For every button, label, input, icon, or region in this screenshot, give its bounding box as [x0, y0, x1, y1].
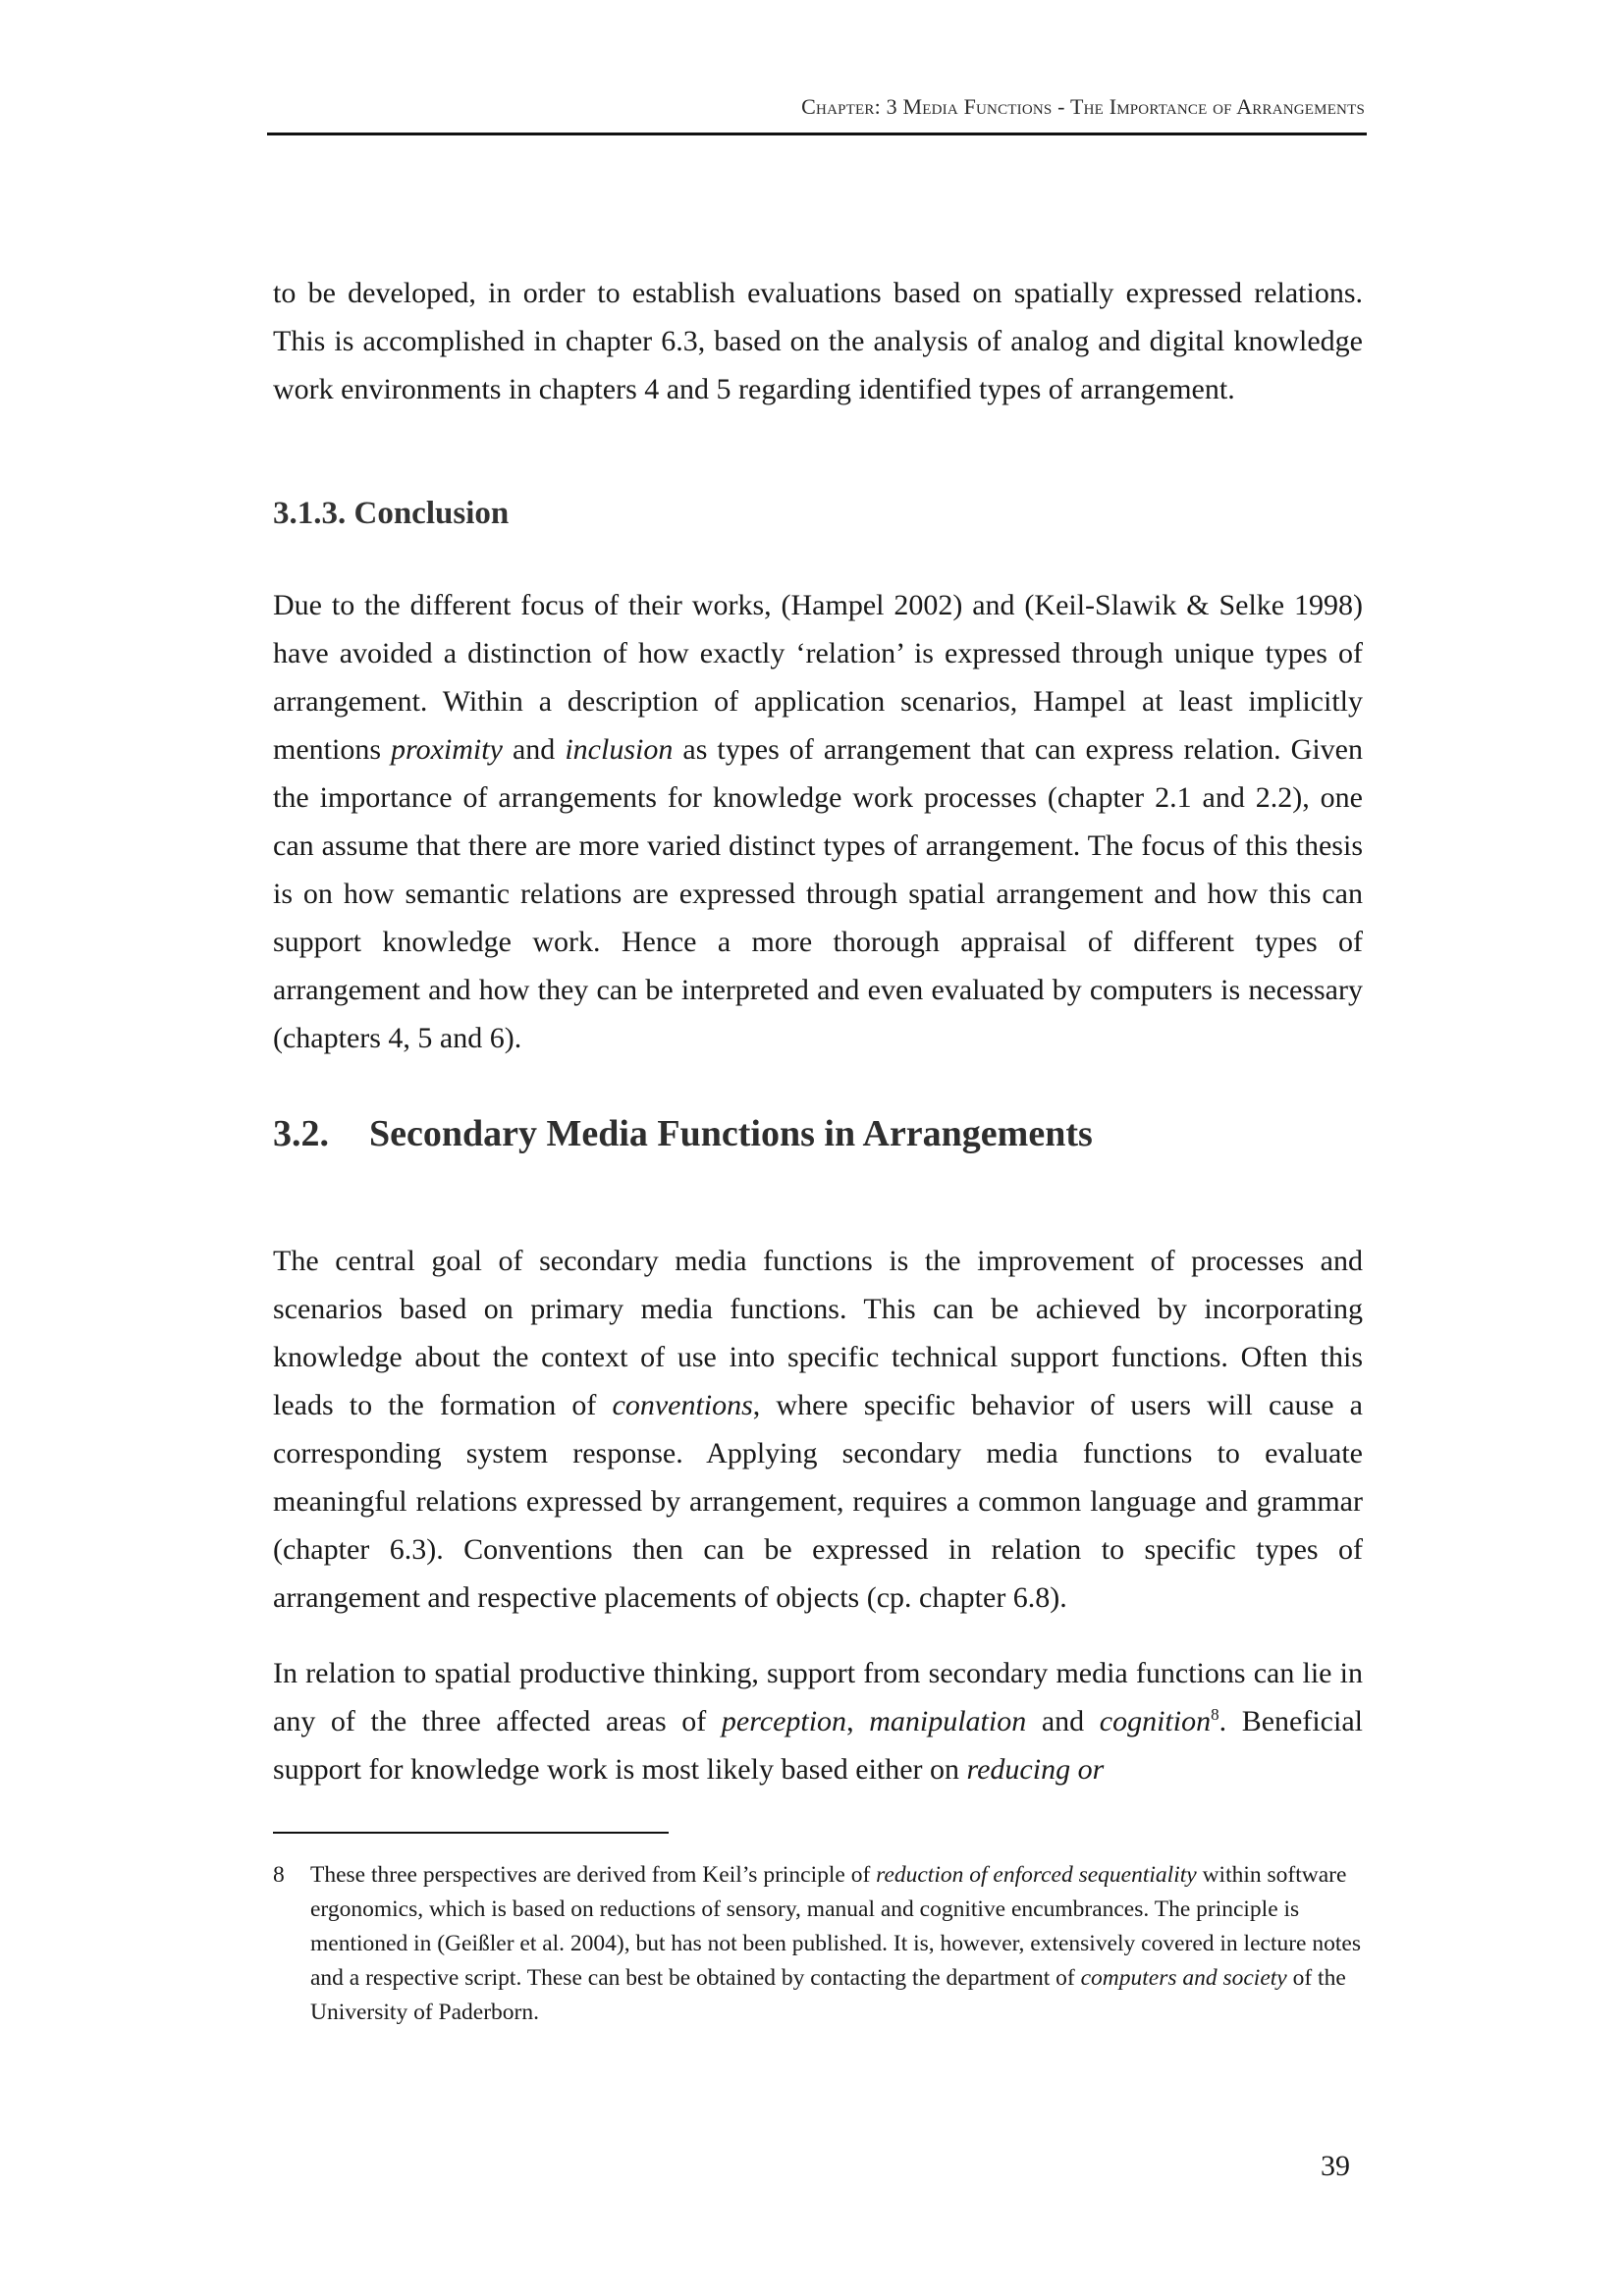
section-heading-3-2	[273, 1112, 1093, 1155]
emphasis-conventions: conventions	[612, 1389, 753, 1421]
emphasis-reduction-of-enforced-sequentiality: reduction of enforced sequentiality	[876, 1862, 1197, 1888]
header-rule	[267, 133, 1367, 135]
paragraph-continued: to be developed, in order to establish evaluations based on spatially expressed relations. This is accomplished in chapter 6.3, based on the analysis of analog and digital knowledge work environments in chapters 4 and 5 regarding identified types of arrangement.	[273, 277, 1363, 405]
text-span: and	[502, 733, 566, 766]
emphasis-cognition: cognition	[1099, 1705, 1212, 1737]
emphasis-proximity: proximity	[391, 733, 503, 766]
emphasis-inclusion: inclusion	[565, 733, 674, 766]
text-span: Due to the different focus of their works, (Hampel 2002) and (Keil-Slawik & Selke 1998) have avoided a distinction of how exactly ‘relation’ is expressed through unique types of arrangement. Within a description of application scenarios, Hampel at least implicitly mentions	[273, 589, 1363, 766]
footnote-reference[interactable]: 8	[1211, 1705, 1219, 1724]
text-span: , where specific behavior of users will cause a corresponding system response. Applying secondary media functions to evaluate meaningful relations expressed by arrangement, requires a common language and grammar (chapter 6.3). Conventions then can be expressed in relation to specific types of arrangement and respective placements of objects (cp. chapter 6.8).	[273, 1389, 1363, 1614]
section-title: Secondary Media Functions in Arrangements	[369, 1113, 1093, 1154]
text-span: and	[1026, 1705, 1100, 1737]
text-span: ,	[846, 1705, 870, 1737]
footnote-text	[310, 1858, 1363, 2030]
text-span: The central goal of secondary media functions is the improvement of processes and scenarios based on primary media functions. This can be achieved by incorporating knowledge about the context of use into specific technical support functions. Often this leads to the formation of	[273, 1245, 1363, 1421]
section-number: 3.2.	[273, 1113, 329, 1154]
section-heading-3-1-3: 3.1.3. Conclusion	[273, 496, 510, 531]
paragraph-secondary-media-1	[273, 1237, 1363, 1622]
running-header: Chapter: 3 Media Functions - The Importance of Arrangements	[801, 94, 1365, 119]
text-span: as types of arrangement that can express relation. Given the importance of arrangements for knowledge work processes (chapter 2.1 and 2.2), one can assume that there are more varied distinct types of arrangement. The focus of this thesis is on how semantic relations are expressed through spatial arrangement and how this can support knowledge work. Hence a more thorough appraisal of different types of arrangement and how they can be interpreted and even evaluated by computers is necessary (chapters 4, 5 and 6).	[273, 733, 1363, 1054]
emphasis-reducing-or: reducing or	[966, 1753, 1105, 1786]
emphasis-manipulation: manipulation	[869, 1705, 1027, 1737]
text-span: . Beneficial support for knowledge work is most likely based either on	[273, 1705, 1363, 1786]
footnote-separator	[273, 1832, 669, 1834]
emphasis-computers-and-society: computers and society	[1080, 1965, 1287, 1991]
paragraph-secondary-media-2	[273, 1649, 1363, 1793]
page-number: 39	[1321, 2150, 1350, 2182]
text-span: These three perspectives are derived from Keil’s principle of	[310, 1862, 877, 1888]
text-span: In relation to spatial productive thinking, support from secondary media functions can lie in any of the three affected areas of	[273, 1657, 1363, 1737]
footnote-number: 8	[273, 1862, 285, 1888]
text-span: of the University of Paderborn.	[310, 1965, 1346, 2025]
paragraph-conclusion	[273, 581, 1363, 1062]
footnote-8	[273, 1858, 1363, 2030]
emphasis-perception: perception	[721, 1705, 847, 1737]
text-span: within software ergonomics, which is based on reductions of sensory, manual and cognitive encumbrances. The principle is mentioned in (Geißler et al. 2004), but has not been published. It is, however, extensively covered in lecture notes and a respective script. These can best be obtained by contacting the department of	[310, 1862, 1361, 1991]
